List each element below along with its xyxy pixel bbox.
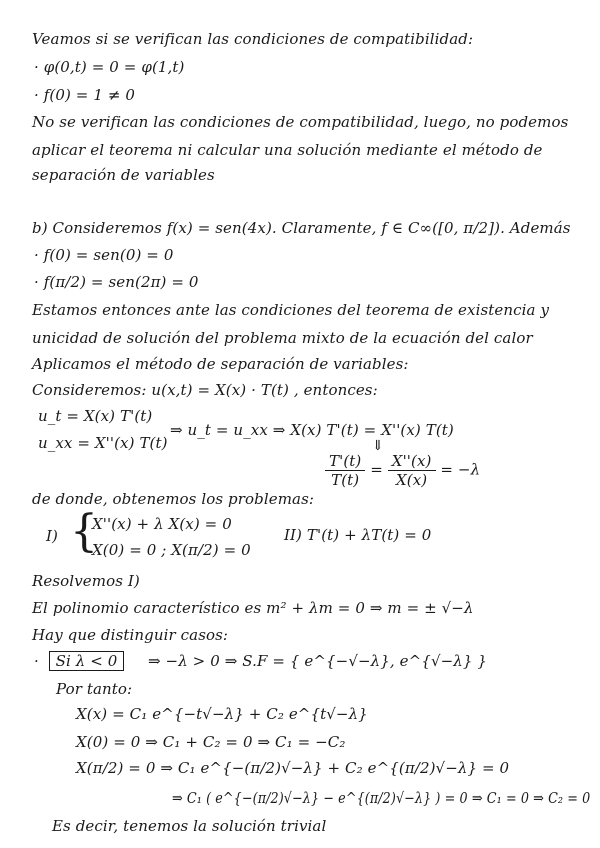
- system-label: I): [46, 527, 58, 545]
- text-line: · f(0) = sen(0) = 0: [34, 246, 174, 264]
- text-line: ⇒ −λ > 0 ⇒ S.F = { e^{−√−λ}, e^{√−λ} }: [148, 652, 488, 670]
- text-line: No se verifican las condiciones de compatibilidad, luego, no podemos: [32, 113, 569, 131]
- text-line: Consideremos: u(x,t) = X(x) · T(t) , entonces:: [32, 381, 378, 399]
- text-line: Resolvemos I): [32, 572, 140, 590]
- brace: {: [70, 506, 98, 557]
- fraction-equation: $\frac{T'(t)}{T(t)}$ = $\frac{X''(x)}{X(x)}$ = −λ: [325, 452, 480, 489]
- text-line: X(π/2) = 0 ⇒ C₁ e^{−(π/2)√−λ} + C₂ e^{(π/2)√−λ} = 0: [76, 759, 510, 777]
- text-line: · φ(0,t) = 0 = φ(1,t): [34, 58, 185, 76]
- text-line: unicidad de solución del problema mixto de la ecuación del calor: [32, 329, 533, 347]
- text-line: separación de variables: [32, 166, 215, 184]
- text-line: X(0) = 0 ⇒ C₁ + C₂ = 0 ⇒ C₁ = −C₂: [76, 733, 346, 751]
- text-line: u_t = X(x) T'(t): [38, 407, 153, 425]
- text-line: Por tanto:: [56, 680, 133, 698]
- text-line: X(0) = 0 ; X(π/2) = 0: [92, 541, 251, 559]
- text-line: El polinomio característico es m² + λm = 0 ⇒ m = ± √−λ: [32, 599, 474, 617]
- text-line: · f(0) = 1 ≠ 0: [34, 86, 136, 104]
- text-line: · f(π/2) = sen(2π) = 0: [34, 273, 199, 291]
- text-line: ⇒ u_t = u_xx ⇒ X(x) T'(t) = X''(x) T(t): [170, 421, 454, 439]
- text-line: Estamos entonces ante las condiciones del teorema de existencia y: [32, 301, 550, 319]
- text-line: Es decir, tenemos la solución trivial: [52, 817, 327, 835]
- text-line: Aplicamos el método de separación de variables:: [32, 355, 409, 373]
- text-line: b) Consideremos f(x) = sen(4x). Claramente, f ∈ C∞([0, π/2]). Además: [32, 219, 571, 237]
- text-line: X(x) = C₁ e^{−t√−λ} + C₂ e^{t√−λ}: [76, 705, 368, 723]
- case-box: Si λ < 0: [49, 651, 125, 671]
- text-line: Veamos si se verifican las condiciones de compatibilidad:: [32, 30, 474, 48]
- text-line: Hay que distinguir casos:: [32, 626, 229, 644]
- text-line: X''(x) + λ X(x) = 0: [92, 515, 232, 533]
- text-line: u_xx = X''(x) T(t): [38, 434, 168, 452]
- text-line: de donde, obtenemos los problemas:: [32, 490, 315, 508]
- text-line: ⇒ C₁ ( e^{−(π/2)√−λ} − e^{(π/2)√−λ} ) = 0 ⇒ C₁ = 0 ⇒ C₂ = 0: [172, 789, 591, 807]
- text-line: II) T'(t) + λT(t) = 0: [284, 526, 432, 544]
- case-line: · Si λ < 0: [34, 652, 124, 670]
- down-arrow-icon: ⇓: [372, 438, 384, 454]
- text-line: aplicar el teorema ni calcular una solución mediante el método de: [32, 141, 543, 159]
